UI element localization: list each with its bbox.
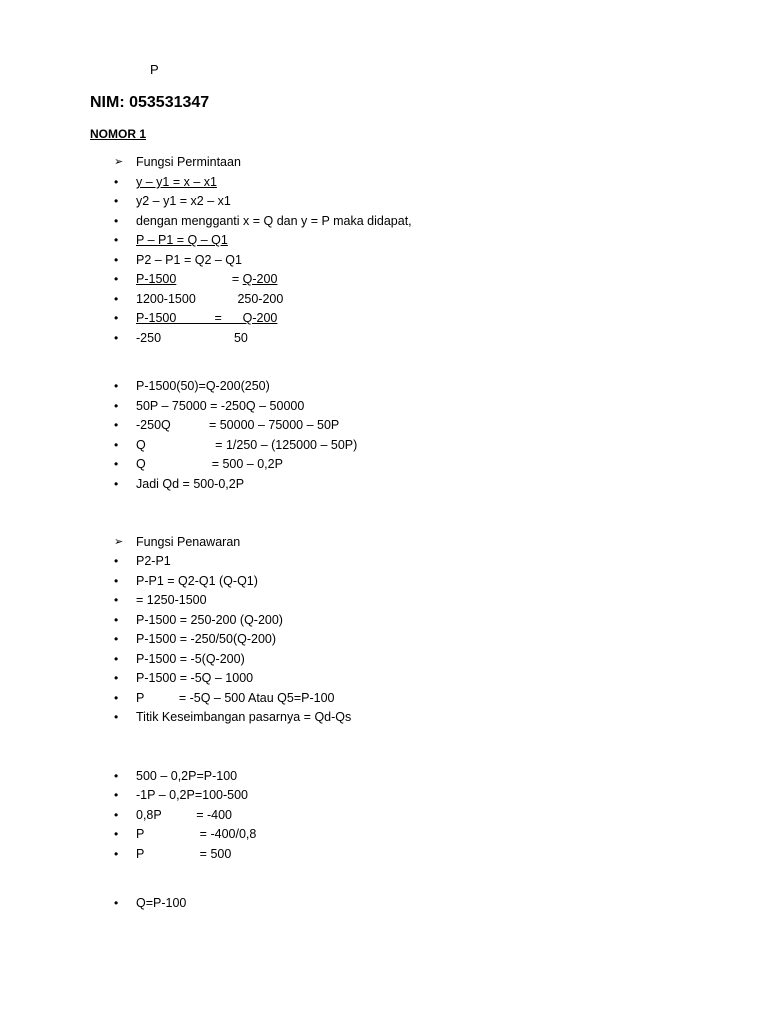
text-segment: 500 – 0,2P=P-100 [136,769,238,783]
bullet-icon: • [114,253,119,267]
list-item-text [136,894,186,913]
list-item-text [136,251,242,270]
section-heading: NOMOR 1 [90,127,147,141]
bullet-icon: • [114,574,119,588]
list-item-text [136,630,276,649]
bullet-icon: • [114,399,119,413]
list-item [114,572,258,591]
list-item [114,689,335,708]
list-item-text [136,708,351,727]
text-segment: 0,8P = -400 [136,808,233,822]
list-item-text [136,611,283,630]
list-item [114,894,186,913]
text-segment: P-1500 [136,272,177,286]
bullet-icon: • [114,652,119,666]
bullet-icon: • [114,331,119,345]
bullet-icon: • [114,175,119,189]
text-segment: = [176,272,243,286]
list-item [114,552,171,571]
bullet-icon: • [114,292,119,306]
list-item-text [136,806,232,825]
text-segment: = 1250-1500 [136,593,207,607]
list-item [114,397,304,416]
list-item-text [136,436,357,455]
bullet-icon: • [114,827,119,841]
list-item [114,192,231,211]
list-item [114,455,283,474]
text-segment: P = -5Q – 500 Atau Q5=P-100 [136,691,335,705]
list-item-text [136,845,231,864]
list-item-text [136,377,270,396]
list-item [114,309,277,328]
list-item-text [136,290,283,309]
bullet-icon: • [114,457,119,471]
list-item [114,767,237,786]
bullet-icon: • [114,847,119,861]
text-segment: -250 50 [136,331,248,345]
list-item [114,153,241,172]
bullet-icon: • [114,671,119,685]
list-item [114,251,242,270]
list-item-text [136,533,240,552]
bullet-icon: • [114,272,119,286]
list-item [114,533,240,552]
list-item [114,611,283,630]
list-item [114,708,351,727]
bullet-icon: • [114,477,119,491]
list-item-text [136,397,304,416]
page-header-letter: P [150,62,159,77]
bullet-icon: • [114,632,119,646]
list-item-text [136,689,335,708]
text-segment: Q-200 [242,272,278,286]
text-segment: P2 – P1 = Q2 – Q1 [136,253,242,267]
text-segment: -250Q = 50000 – 75000 – 50P [136,418,340,432]
text-segment: Q = 1/250 – (125000 – 50P) [136,438,358,452]
text-segment: P-P1 = Q2-Q1 (Q-Q1) [136,574,258,588]
bullet-icon: • [114,593,119,607]
text-segment: y – y1 = x – x1 [136,175,217,189]
text-segment: Q=P-100 [136,896,187,910]
list-item [114,416,339,435]
list-item [114,786,248,805]
bullet-icon: • [114,691,119,705]
text-segment: P-1500 = Q-200 [136,311,278,325]
list-item [114,825,256,844]
bullet-icon: • [114,769,119,783]
list-item [114,270,277,289]
list-item [114,173,217,192]
list-item-text [136,475,244,494]
text-segment: P = 500 [136,847,232,861]
list-item-text [136,767,237,786]
list-item [114,630,276,649]
text-segment: Jadi Qd = 500-0,2P [136,477,245,491]
list-item [114,290,283,309]
bullet-icon: • [114,311,119,325]
text-segment: 50P – 75000 = -250Q – 50000 [136,399,305,413]
list-item-text [136,572,258,591]
text-segment: P-1500 = -250/50(Q-200) [136,632,277,646]
bullet-icon: • [114,214,119,228]
text-segment: P = -400/0,8 [136,827,257,841]
bullet-icon: • [114,379,119,393]
text-segment: Titik Keseimbangan pasarnya = Qd-Qs [136,710,352,724]
list-item [114,329,248,348]
list-item-text [136,212,412,231]
text-segment: Fungsi Permintaan [136,155,241,169]
list-item-text [136,231,228,250]
list-item-text [136,786,248,805]
list-item-text [136,650,245,669]
list-item-text [136,552,171,571]
text-segment: P-1500 = -5Q – 1000 [136,671,254,685]
bullet-icon: • [114,788,119,802]
list-item-text [136,270,277,289]
list-item [114,231,228,250]
bullet-icon: • [114,808,119,822]
list-item [114,650,245,669]
bullet-icon: • [114,896,119,910]
arrow-bullet-icon: ➢ [114,536,124,548]
list-item-text [136,153,241,172]
list-item [114,591,207,610]
bullet-icon: • [114,613,119,627]
text-segment: dengan mengganti x = Q dan y = P maka didapat, [136,214,412,228]
list-item-text [136,416,339,435]
text-segment: P-1500 = 250-200 (Q-200) [136,613,283,627]
list-item [114,475,244,494]
list-item [114,377,270,396]
list-item [114,669,253,688]
text-segment: P – P1 = Q – Q1 [136,233,228,247]
bullet-icon: • [114,710,119,724]
bullet-icon: • [114,554,119,568]
text-segment: y2 – y1 = x2 – x1 [136,194,231,208]
text-segment: 1200-1500 250-200 [136,292,284,306]
list-item-text [136,309,277,328]
text-segment: Fungsi Penawaran [136,535,241,549]
list-item-text [136,192,231,211]
arrow-bullet-icon: ➢ [114,156,124,168]
bullet-icon: • [114,438,119,452]
list-item [114,845,231,864]
list-item [114,212,412,231]
text-segment: P-1500(50)=Q-200(250) [136,379,270,393]
text-segment: Q = 500 – 0,2P [136,457,283,471]
bullet-icon: • [114,194,119,208]
text-segment: P-1500 = -5(Q-200) [136,652,245,666]
student-id-heading: NIM: 053531347 [90,94,210,111]
bullet-icon: • [114,418,119,432]
list-item-text [136,825,256,844]
list-item [114,806,232,825]
bullet-icon: • [114,233,119,247]
list-item [114,436,357,455]
text-segment: P2-P1 [136,554,171,568]
list-item-text [136,591,207,610]
list-item-text [136,455,283,474]
list-item-text [136,329,248,348]
list-item-text [136,173,217,192]
text-segment: -1P – 0,2P=100-500 [136,788,249,802]
list-item-text [136,669,253,688]
